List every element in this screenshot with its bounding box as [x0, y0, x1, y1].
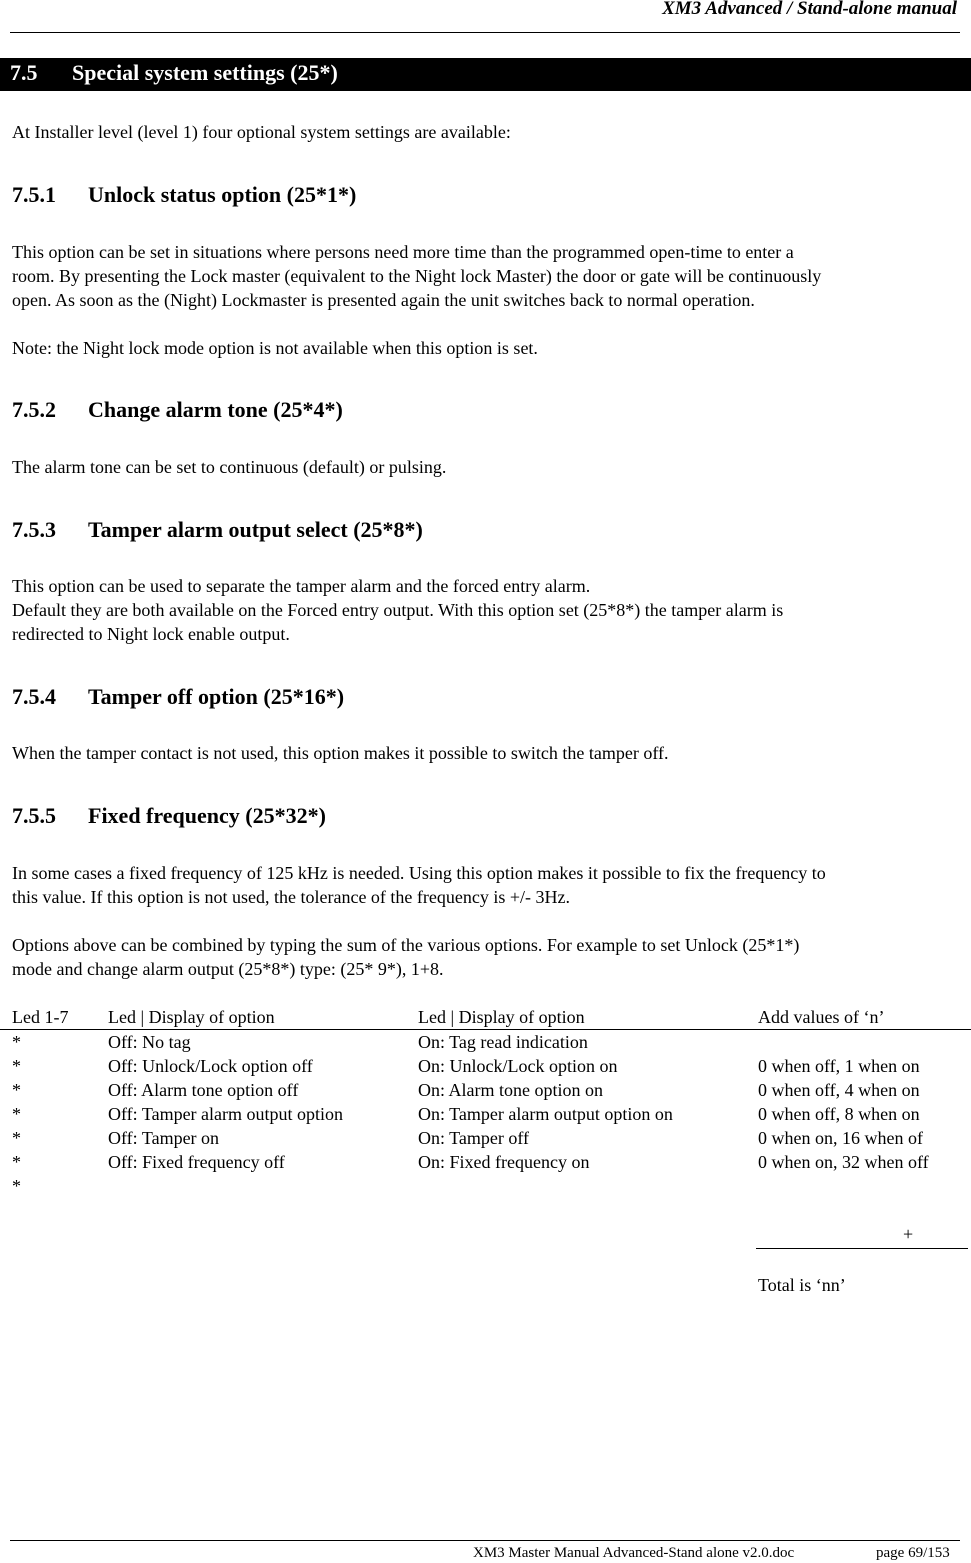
section-number: 7.5 — [10, 60, 38, 85]
table-cell-off: Off: Tamper on — [108, 1128, 220, 1148]
table-cell-off: Off: No tag — [108, 1032, 191, 1052]
footer-page-number: page 69/153 — [876, 1545, 950, 1561]
subsection-body-7-5-3: This option can be used to separate the tamper alarm and the forced entry alarm. Default they are both available on the Forced entry output. With this option set (25*8*) the tamper alarm is redirected to Night lock enable output. — [12, 576, 784, 644]
section-title: Special system settings (25*) — [72, 60, 338, 85]
running-header: XM3 Advanced / Stand-alone manual — [662, 0, 957, 19]
table-cell-off: Off: Unlock/Lock option off — [108, 1056, 313, 1076]
sum-plus-sign: + — [903, 1224, 914, 1244]
subsection-body-7-5-4: When the tamper contact is not used, this option makes it possible to switch the tamper off. — [12, 743, 669, 763]
subsection-body-7-5-2: The alarm tone can be set to continuous (default) or pulsing. — [12, 457, 447, 477]
table-header-led: Led 1-7 — [12, 1007, 69, 1027]
subsection-heading-7-5-2: 7.5.2 Change alarm tone (25*4*) — [12, 397, 343, 422]
table-cell-value: 0 when off, 4 when on — [758, 1080, 920, 1100]
table-cell-on: On: Tamper alarm output option on — [418, 1104, 673, 1124]
table-header-values: Add values of ‘n’ — [758, 1007, 885, 1027]
table-cell-led: * — [12, 1152, 21, 1172]
table-cell-led: * — [12, 1128, 21, 1148]
note-paragraph: Note: the Night lock mode option is not available when this option is set. — [12, 338, 538, 358]
sum-divider — [756, 1248, 968, 1249]
subsection-body-7-5-1: This option can be set in situations where persons need more time than the programmed open-time to enter a room. By presenting the Lock master (equivalent to the Night lock Master) the door or gate will be continuously open. As soon as the (Night) Lockmaster is presented again the unit switches back to normal operation. — [12, 242, 822, 310]
table-cell-value: 0 when off, 8 when on — [758, 1104, 920, 1124]
subsection-heading-7-5-4: 7.5.4 Tamper off option (25*16*) — [12, 684, 345, 709]
table-cell-on: On: Unlock/Lock option on — [418, 1056, 618, 1076]
table-cell-led: * — [12, 1056, 21, 1076]
table-cell-led: * — [12, 1104, 21, 1124]
table-cell-led: * — [12, 1176, 21, 1196]
sum-total: Total is ‘nn’ — [758, 1275, 846, 1295]
table-cell-value: 0 when off, 1 when on — [758, 1056, 920, 1076]
table-cell-led: * — [12, 1032, 21, 1052]
intro-paragraph: At Installer level (level 1) four optional system settings are available: — [12, 122, 511, 142]
table-cell-value: 0 when on, 32 when off — [758, 1152, 929, 1172]
subsection-heading-7-5-3: 7.5.3 Tamper alarm output select (25*8*) — [12, 517, 423, 542]
footer-document-name: XM3 Master Manual Advanced-Stand alone v2.0.doc — [473, 1545, 795, 1561]
table-header-on: Led | Display of option — [418, 1007, 585, 1027]
combine-paragraph: Options above can be combined by typing the sum of the various options. For example to set Unlock (25*1*) mode and change alarm output (25*8*) type: (25* 9*), 1+8. — [12, 935, 800, 979]
table-cell-on: On: Tag read indication — [418, 1032, 588, 1052]
header-divider — [10, 32, 960, 33]
table-cell-off: Off: Alarm tone option off — [108, 1080, 299, 1100]
section-heading — [0, 58, 971, 91]
table-cell-off: Off: Tamper alarm output option — [108, 1104, 344, 1124]
table-cell-off: Off: Fixed frequency off — [108, 1152, 285, 1172]
footer-divider — [10, 1540, 960, 1541]
table-cell-on: On: Fixed frequency on — [418, 1152, 590, 1172]
table-cell-on: On: Tamper off — [418, 1128, 530, 1148]
subsection-heading-7-5-5: 7.5.5 Fixed frequency (25*32*) — [12, 803, 326, 828]
subsection-body-7-5-5: In some cases a fixed frequency of 125 kHz is needed. Using this option makes it possible to fix the frequency to this value. If this option is not used, the tolerance of the frequency is +/- 3Hz. — [12, 863, 826, 907]
table-cell-value: 0 when on, 16 when of — [758, 1128, 923, 1148]
table-header-off: Led | Display of option — [108, 1007, 275, 1027]
subsection-heading-7-5-1: 7.5.1 Unlock status option (25*1*) — [12, 182, 357, 207]
table-cell-on: On: Alarm tone option on — [418, 1080, 603, 1100]
table-cell-led: * — [12, 1080, 21, 1100]
